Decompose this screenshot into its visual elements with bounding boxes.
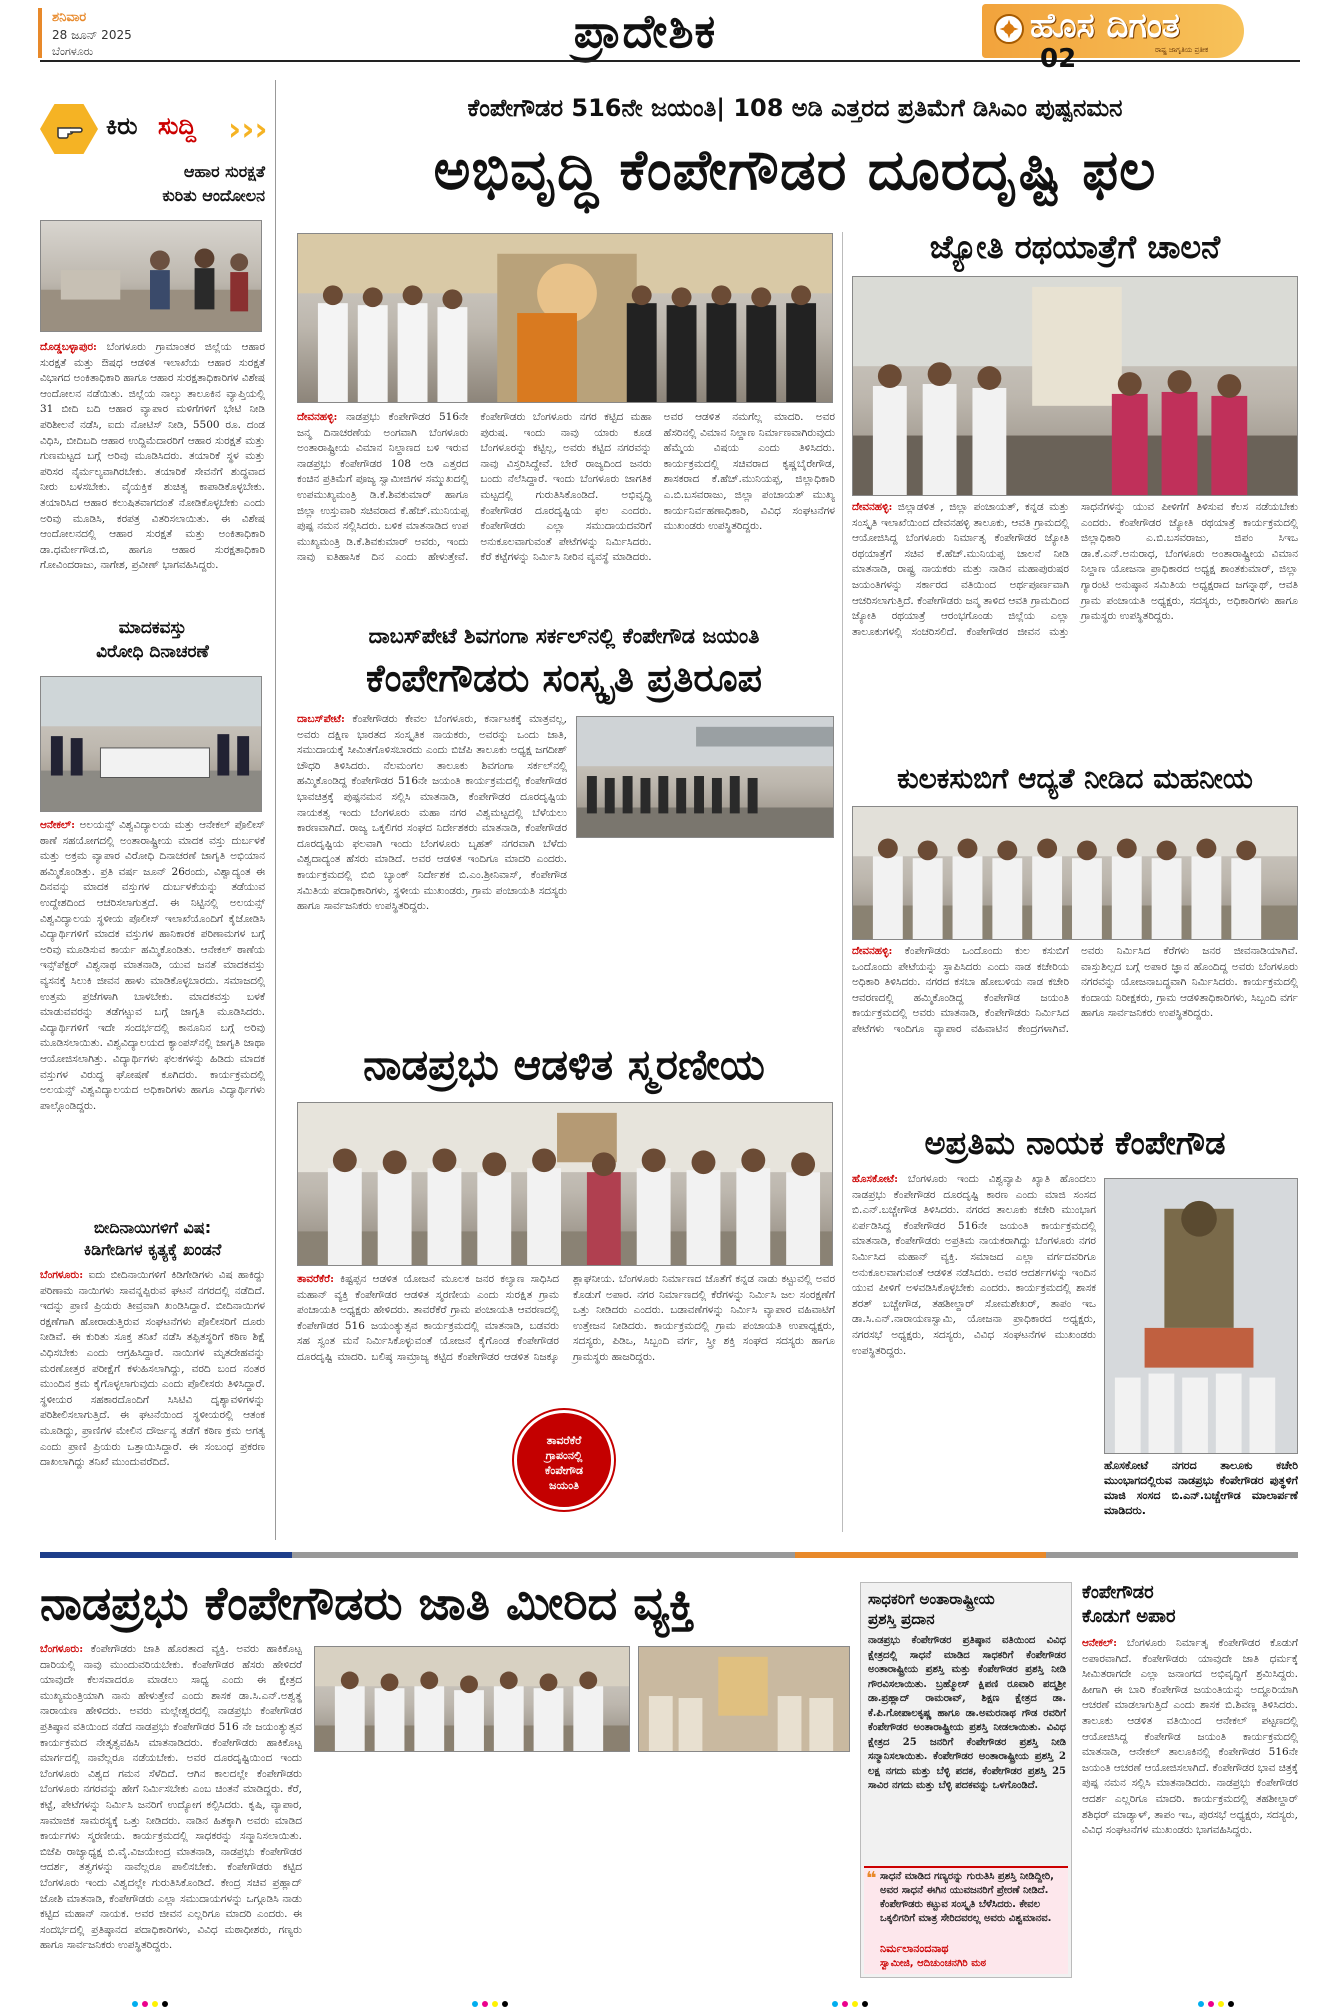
masthead-date: 28 ಜೂನ್ 2025	[52, 28, 132, 42]
apratima-headline: ಅಪ್ರತಿಮ ನಾಯಕ ಕೆಂಪೇಗೌಡ	[924, 1124, 1226, 1162]
dabaspet-text-left	[297, 712, 567, 1064]
adalita-photo	[297, 1102, 833, 1266]
adalita-badge-l3: ಕೆಂಪೇಗೌಡ	[545, 1464, 583, 1477]
kirusuddi-badge	[40, 102, 268, 154]
masthead-day: ಶನಿವಾರ	[52, 10, 87, 25]
registration-dots-mid	[470, 1992, 510, 2009]
brand-logo-icon	[994, 14, 1024, 44]
jyothi-dateline: ದೇವನಹಳ್ಳಿ:	[852, 501, 893, 513]
bottom-body-mid-wrap	[314, 1756, 850, 1972]
apratima-body-wrap	[852, 1172, 1096, 1532]
bottom-body-left-wrap	[40, 1642, 302, 1972]
story2-body-wrap	[40, 818, 265, 1216]
award-body: ನಾಡಪ್ರಭು ಕೆಂಪೇಗೌಡರ ಪ್ರತಿಷ್ಠಾನ ವತಿಯಿಂದ ವಿವಿಧ ಕ್ಷೇತ್ರದಲ್ಲಿ ಸಾಧನೆ ಮಾಡಿದ ಸಾಧಕರಿಗೆ ಕೆಂಪೇಗೌಡರ ಅಂತಾರಾಷ್ಟ್ರೀಯ ಪ್ರಶಸ್ತಿ ಮತ್ತು ಕೆಂಪೇಗೌಡರ ಪ್ರಶಸ್ತಿ ನೀಡಿ ಗೌರವಿಸಲಾಯಿತು. ಬ್ರಹ್ಮೋಸ್ ಕ್ಷಿಪಣಿ ರೂವಾರಿ ಪದ್ಮಶ್ರೀ ಡಾ.ಪ್ರಹ್ಲಾದ್ ರಾಮರಾವ್, ಶಿಕ್ಷಣ ಕ್ಷೇತ್ರದ ಡಾ. ಕೆ.ಪಿ.ಗೋಪಾಲಕೃಷ್ಣ ಹಾಗೂ ಡಾ.ಅಮರನಾಥ ಗೌಡ ರವರಿಗೆ ಕೆಂಪೇಗೌಡರ ಅಂತಾರಾಷ್ಟ್ರೀಯ ಪ್ರಶಸ್ತಿ ನೀಡಲಾಯಿತು. ವಿವಿಧ ಕ್ಷೇತ್ರದ 25 ಜನರಿಗೆ ಕೆಂಪೇಗೌಡರ ಪ್ರಶಸ್ತಿ ನೀಡಿ ಸನ್ಮಾನಿಸಲಾಯಿತು. ಕೆಂಪೇಗೌಡರ ಅಂತಾರಾಷ್ಟ್ರೀಯ ಪ್ರಶಸ್ತಿ 2 ಲಕ್ಷ ನಗದು ಮತ್ತು ಬೆಳ್ಳಿ ಪದಕ, ಕೆಂಪೇಗೌಡರ ಪ್ರಶಸ್ತಿ 25 ಸಾವಿರ ನಗದು ಮತ್ತು ಬೆಳ್ಳಿ ಪದಕವನ್ನು ಒಳಗೊಂಡಿದೆ.	[868, 1635, 1066, 1791]
story1-photo	[40, 220, 262, 332]
story1-body: ಬೆಂಗಳೂರು ಗ್ರಾಮಾಂತರ ಜಿಲ್ಲೆಯ ಆಹಾರ ಸುರಕ್ಷತೆ ಮತ್ತು ಔಷಧ ಆಡಳಿತ ಇಲಾಖೆಯ ಆಹಾರ ಸುರಕ್ಷತೆ ವಿಭಾಗದ ಅಂಕಿತಾಧಿಕಾರಿ ಹಾಗೂ ಆಹಾರ ಸುರಕ್ಷತಾಧಿಕಾರಿಗಳ ವಿಶೇಷ ಆಂದೋಲನ ನಡೆಯಿತು. ಜಿಲ್ಲೆಯ ನಾಲ್ಕು ತಾಲೂಕಿನ ವ್ಯಾಪ್ತಿಯಲ್ಲಿ 31 ಬೀದಿ ಬದಿ ಆಹಾರ ವ್ಯಾಪಾರ ಮಳಿಗೆಗಳಿಗೆ ಭೇಟಿ ನೀಡಿ ಪರಿಶೀಲನೆ ನಡೆಸಿ, ಐದು ನೋಟಿಸ್ ನೀಡಿ, 5500 ರೂ. ದಂಡ ವಿಧಿಸಿ, ಬೀದಿಬದಿ ಆಹಾರ ಉದ್ದಿಮೆದಾರರಿಗೆ ಆಹಾರ ಸುರಕ್ಷತೆ ಮತ್ತು ಗುಣಮಟ್ಟದ ಬಗ್ಗೆ ಅರಿವು ಮೂಡಿಸಿದರು. ತಯಾರಿಕೆ ಸ್ಥಳ ಮತ್ತು ಪರಿಸರ ನೈರ್ಮಲ್ಯವಾಗಿರಬೇಕು. ತಯಾರಿಕೆ ಸೇವನೆಗೆ ಶುದ್ಧವಾದ ನೀರು ಬಳಸಬೇಕು. ವೈಯಕ್ತಿಕ ಶುಚಿತ್ವ ಕಾಪಾಡಿಕೊಳ್ಳಬೇಕು. ತಯಾರಿಸಿದ ಆಹಾರ ಕಲುಷಿತವಾಗದಂತೆ ನೋಡಿಕೊಳ್ಳಬೇಕು ಎಂದು ಅರಿವು ಮೂಡಿಸಿ, ಕರಪತ್ರ ವಿತರಿಸಲಾಯಿತು. ಈ ವಿಶೇಷ ಆಂದೋಲನದಲ್ಲಿ ಆಹಾರ ಸುರಕ್ಷತೆ ಮತ್ತು ಅಂಕಿತಾಧಿಕಾರಿ ಡಾ.ಧರ್ಮೇಗೌಡ.ಬಿ, ಹಾಗೂ ಆಹಾರ ಸುರಕ್ಷತಾಧಿಕಾರಿ ಗೋವಿಂದರಾಜು, ನಾಗೇಶ, ಪ್ರವೀಣ್ ಭಾಗವಹಿಸಿದ್ದರು.	[40, 341, 265, 572]
kulakasubige-dateline: ದೇವನಹಳ್ಳಿ:	[852, 945, 893, 957]
story3-headline-l2: ಕಿಡಿಗೇಡಿಗಳ ಕೃತ್ಯಕ್ಕೆ ಖಂಡನೆ	[83, 1240, 222, 1259]
registration-dots-left	[130, 1992, 170, 2009]
story2-photo	[40, 676, 262, 812]
lead-body-wrap	[297, 410, 835, 620]
dabaspet-dateline: ದಾಬಸ್‌ಪೇಟೆ:	[297, 713, 345, 725]
divider-orange	[795, 1552, 1047, 1558]
apratima-caption: ಹೊಸಕೋಟೆ ನಗರದ ತಾಲೂಕು ಕಚೇರಿ ಮುಂಭಾಗದಲ್ಲಿರುವ ನಾಡಪ್ರಭು ಕೆಂಪೇಗೌಡರ ಪುತ್ಥಳಿಗೆ ಮಾಜಿ ಸಂಸದ ಬಿ.ಎನ್.ಬಚ್ಚೇಗೌಡ ಮಾಲಾರ್ಪಣೆ ಮಾಡಿದರು.	[1104, 1459, 1298, 1517]
registration-dots-right	[1196, 1992, 1236, 2009]
adalita-body: ಕಿಷ್ಟಪ್ಪನ ಆಡಳಿತ ಯೋಜನೆ ಮೂಲಕ ಜನರ ಕಲ್ಯಾಣ ಸಾಧಿಸಿದ ಮಹಾನ್ ವ್ಯಕ್ತಿ ಕೆಂಪೇಗೌಡರ ಆಡಳಿತ ಸ್ಮರಣೀಯ ಎಂದು ಸುರಕ್ಷಿತ ಗ್ರಾಮ ಪಂಚಾಯತಿ ಅಧ್ಯಕ್ಷರು ಹೇಳಿದರು. ತಾವರೆಕೆರೆ ಗ್ರಾಮ ಪಂಚಾಯತಿ ಆವರಣದಲ್ಲಿ ಕೆಂಪೇಗೌಡರ 516 ಜಯಂತ್ಯುತ್ಸವ ಕಾರ್ಯಕ್ರಮದಲ್ಲಿ ಮಾತನಾಡಿ, ಬಡವರು ಸಹ ಸ್ವಂತ ಮನೆ ನಿರ್ಮಿಸಿಕೊಳ್ಳುವಂತೆ ಯೋಜನೆ ಕೈಗೊಂಡ ಕೆಂಪೇಗೌಡರ ದೂರದೃಷ್ಟಿ ಮಾದರಿ. ಬಲಿಷ್ಠ ಸಾಮ್ರಾಜ್ಯ ಕಟ್ಟಿದ ಕೆಂಪೇಗೌಡರ ಆಡಳಿತ ನಿಜಕ್ಕೂ ಶ್ಲಾಘನೀಯ. ಬೆಂಗಳೂರು ನಿರ್ಮಾಣದ ಜೊತೆಗೆ ಕನ್ನಡ ನಾಡು ಕಟ್ಟುವಲ್ಲಿ ಅವರ ಕೊಡುಗೆ ಅಪಾರ. ನಗರ ನಿರ್ಮಾಣದಲ್ಲಿ ಕೆರೆಗಳನ್ನು ನಿರ್ಮಿಸಿ ಜಲ ಸಂರಕ್ಷಣೆಗೆ ಒತ್ತು ನೀಡಿದರು ಎಂದರು. ಬಡಾವಣೆಗಳನ್ನು ನಿರ್ಮಿಸಿ ವ್ಯಾಪಾರ ವಹಿವಾಟಿಗೆ ಉತ್ತೇಜನ ನೀಡಿದರು. ಕಾರ್ಯಕ್ರಮದಲ್ಲಿ ಗ್ರಾಮ ಪಂಚಾಯತಿ ಉಪಾಧ್ಯಕ್ಷರು, ಸದಸ್ಯರು, ಪಿಡಿಒ, ಸಿಬ್ಬಂದಿ ವರ್ಗ, ಸ್ತ್ರೀ ಶಕ್ತಿ ಸಂಘದ ಸದಸ್ಯರು ಹಾಗೂ ಗ್ರಾಮಸ್ಥರು ಹಾಜರಿದ್ದರು.	[297, 1273, 835, 1363]
quote-icon: ❝	[866, 1868, 877, 1889]
lead-column-rule	[842, 232, 843, 1532]
divider-blue	[40, 1552, 292, 1558]
story2-headline-l2: ವಿರೋಧಿ ದಿನಾಚರಣೆ	[96, 642, 209, 662]
award-headline-l2: ಪ್ರಶಸ್ತಿ ಪ್ರದಾನ	[868, 1610, 935, 1628]
kirusuddi-label-a: ಕಿರು	[106, 112, 138, 140]
adalita-badge-l1: ತಾವರೆಕೆರೆ	[546, 1434, 582, 1447]
story1-body-wrap	[40, 340, 265, 658]
section-title: ಪ್ರಾದೇಶಿಕ	[573, 4, 717, 58]
bottom-headline: ನಾಡಪ್ರಭು ಕೆಂಪೇಗೌಡರು ಜಾತಿ ಮೀರಿದ ವ್ಯಕ್ತಿ	[40, 1576, 695, 1630]
apratima-dateline: ಹೊಸಕೋಟೆ:	[852, 1173, 899, 1185]
kodugi-body-wrap	[1082, 1636, 1298, 1976]
dabaspet-photo	[576, 716, 834, 838]
story1-headline-l1: ಆಹಾರ ಸುರಕ್ಷತೆ	[183, 162, 265, 181]
dabaspet-body: ಕೆಂಪೇಗೌಡರು ಕೇವಲ ಬೆಂಗಳೂರು, ಕರ್ನಾಟಕಕ್ಕೆ ಮಾತ್ರವಲ್ಲ, ಅವರು ದಕ್ಷಿಣ ಭಾರತದ ಸಂಸ್ಕೃತಿಕ ನಾಯಕರು, ಅವರನ್ನು ಒಂದು ಜಾತಿ, ಸಮುದಾಯಕ್ಕೆ ಸೀಮಿತಗೊಳಿಸಬಾರದು ಎಂದು ಬಿಜೆಪಿ ತಾಲೂಕು ಅಧ್ಯಕ್ಷ ಜಗದೀಶ್ ಚೌಧರಿ ತಿಳಿಸಿದರು. ನೆಲಮಂಗಲ ತಾಲೂಕು ಶಿವಗಂಗಾ ಸರ್ಕಲ್‌ನಲ್ಲಿ ಹಮ್ಮಿಕೊಂಡಿದ್ದ ಕೆಂಪೇಗೌಡರ 516ನೇ ಜಯಂತಿ ಕಾರ್ಯಕ್ರಮದಲ್ಲಿ ಕೆಂಪೇಗೌಡರ ಭಾವಚಿತ್ರಕ್ಕೆ ಪುಷ್ಪನಮನ ಸಲ್ಲಿಸಿ ಮಾತನಾಡಿ, ಕೆಂಪೇಗೌಡರ ದೂರದೃಷ್ಟಿಯ ನಾಯಕತ್ವ ಇಂದು ಬೆಂಗಳೂರು ಮಹಾ ನಗರ ವಿಶ್ವಮಟ್ಟದಲ್ಲಿ ಬೆಳೆಯಲು ಕಾರಣವಾಗಿದೆ. ರಾಜ್ಯ ಒಕ್ಕಲಿಗರ ಸಂಘದ ನಿರ್ದೇಶಕರು ಮಾತನಾಡಿ, ಕೆಂಪೇಗೌಡರ ದೂರದೃಷ್ಟಿಯ ಫಲವಾಗಿ ಇಂದು ಬೆಂಗಳೂರು ಬೃಹತ್ ನಗರವಾಗಿ ಬೆಳೆದು ವಿಶ್ವದಾದ್ಯಂತ ಹೆಸರು ಮಾಡಿದೆ. ಅವರ ಆಡಳಿತ ಇಂದಿಗೂ ಮಾದರಿ ಎಂದರು. ಕಾರ್ಯಕ್ರಮದಲ್ಲಿ ಬಿಬಿ ಬ್ಯಾಂಕ್ ನಿರ್ದೇಶಕ ಬಿ.ಎಂ.ಶ್ರೀನಿವಾಸ್, ಕೆಂಪೇಗೌಡ ಸಮಿತಿಯ ಪದಾಧಿಕಾರಿಗಳು, ಸ್ಥಳೀಯ ಮುಖಂಡರು, ಗ್ರಾಮ ಪಂಚಾಯತಿ ಸದಸ್ಯರು ಹಾಗೂ ಸಾರ್ವಜನಿಕರು ಉಪಸ್ಥಿತರಿದ್ದರು.	[297, 713, 567, 913]
jyothi-photo	[852, 276, 1298, 496]
bottom-photo-1	[314, 1646, 630, 1752]
left-column-rule	[275, 80, 276, 1540]
paper-name: ಹೊಸ ದಿಗಂತ	[1030, 6, 1180, 46]
story1-dateline: ದೊಡ್ಡಬಳ್ಳಾಪುರ:	[40, 341, 97, 353]
divider-gray2	[1046, 1552, 1298, 1558]
lead-kicker: ಕೆಂಪೇಗೌಡರ 516ನೇ ಜಯಂತಿ| 108 ಅಡಿ ಎತ್ತರದ ಪ್ರತಿಮೆಗೆ ಡಿಸಿಎಂ ಪುಷ್ಪನಮನ	[467, 94, 1123, 122]
jyothi-headline: ಜ್ಯೋತಿ ರಥಯಾತ್ರೆಗೆ ಚಾಲನೆ	[929, 228, 1221, 266]
story2-headline-l1: ಮಾದಕವಸ್ತು	[118, 618, 187, 638]
story2-dateline: ಆನೇಕಲ್:	[40, 819, 76, 831]
registration-dots-mid2	[830, 1992, 870, 2009]
award-headline-l1: ಸಾಧಕರಿಗೆ ಅಂತಾರಾಷ್ಟ್ರೀಯ	[868, 1590, 995, 1608]
dabaspet-kicker: ದಾಬಸ್‌ಪೇಟೆ ಶಿವಗಂಗಾ ಸರ್ಕಲ್‌ನಲ್ಲಿ ಕೆಂಪೇಗೌಡ ಜಯಂತಿ	[368, 624, 760, 648]
award-quote-author-l1: ನಿರ್ಮಲಾನಂದನಾಥ	[880, 1942, 949, 1955]
masthead-rule	[40, 60, 1300, 62]
award-body-wrap	[868, 1634, 1066, 1860]
kulakasubige-body-wrap	[852, 944, 1298, 1120]
kodugi-headline-l2: ಕೊಡುಗೆ ಅಪಾರ	[1082, 1606, 1176, 1627]
award-quote-author-l2: ಸ್ವಾಮೀಜಿ, ಆದಿಚುಂಚನಗಿರಿ ಮಠ	[880, 1958, 986, 1969]
adalita-headline: ನಾಡಪ್ರಭು ಆಡಳಿತ ಸ್ಮರಣೀಯ	[363, 1040, 765, 1089]
adalita-badge-l2: ಗ್ರಾಪಂನಲ್ಲಿ	[545, 1449, 583, 1462]
lead-photo	[297, 233, 833, 403]
kulakasubige-body: ಕೆಂಪೇಗೌಡರು ಒಂದೊಂದು ಕುಲ ಕಸುಬಿಗೆ ಒಂದೊಂದು ಪೇಟೆಯನ್ನು ಸ್ಥಾಪಿಸಿದರು ಎಂದು ನಾಡ ಕಚೇರಿಯ ಅಧಿಕಾರಿ ತಿಳಿಸಿದರು. ನಗರದ ಕಸಬಾ ಹೋಬಳಿಯ ನಾಡ ಕಚೇರಿ ಆವರಣದಲ್ಲಿ ಹಮ್ಮಿಕೊಂಡಿದ್ದ ಕೆಂಪೇಗೌಡ ಜಯಂತಿ ಕಾರ್ಯಕ್ರಮದಲ್ಲಿ ಅವರು ಮಾತನಾಡಿ, ಕೆಂಪೇಗೌಡರು ನಿರ್ಮಿಸಿದ ಪೇಟೆಗಳು ಇಂದಿಗೂ ವ್ಯಾಪಾರ ವಹಿವಾಟಿನ ಕೇಂದ್ರಗಳಾಗಿವೆ. ಅವರು ನಿರ್ಮಿಸಿದ ಕೆರೆಗಳು ಜನರ ಜೀವನಾಡಿಯಾಗಿವೆ. ವಾಸ್ತುಶಿಲ್ಪದ ಬಗ್ಗೆ ಅಪಾರ ಜ್ಞಾನ ಹೊಂದಿದ್ದ ಅವರು ಬೆಂಗಳೂರು ನಗರವನ್ನು ಯೋಜನಾಬದ್ಧವಾಗಿ ನಿರ್ಮಿಸಿದರು. ಕಾರ್ಯಕ್ರಮದಲ್ಲಿ ಕಂದಾಯ ನಿರೀಕ್ಷಕರು, ಗ್ರಾಮ ಆಡಳಿತಾಧಿಕಾರಿಗಳು, ಸಿಬ್ಬಂದಿ ವರ್ಗ ಹಾಗೂ ಸಾರ್ವಜನಿಕರು ಉಪಸ್ಥಿತರಿದ್ದರು.	[852, 945, 1298, 1035]
kulakasubige-headline: ಕುಲಕಸುಬಿಗೆ ಆದ್ಯತೆ ನೀಡಿದ ಮಹನೀಯ	[897, 762, 1253, 795]
story3-body-wrap	[40, 1268, 265, 1538]
adalita-dateline: ತಾವರೆಕೆರೆ:	[297, 1273, 334, 1285]
kodugi-headline-l1: ಕೆಂಪೇಗೌಡರ	[1082, 1582, 1154, 1603]
jyothi-body: ಜಿಲ್ಲಾಡಳಿತ , ಜಿಲ್ಲಾ ಪಂಚಾಯತ್, ಕನ್ನಡ ಮತ್ತು ಸಂಸ್ಕೃತಿ ಇಲಾಖೆಯಿಂದ ದೇವನಹಳ್ಳಿ ತಾಲೂಕು, ಆವತಿ ಗ್ರಾಮದಲ್ಲಿ ಆಯೋಜಿಸಿದ್ದ ಬೆಂಗಳೂರು ನಿರ್ಮಾತೃ ಕೆಂಪೇಗೌಡರ ಜ್ಯೋತಿ ರಥಯಾತ್ರೆಗೆ ಸಚಿವ ಕೆ.ಹೆಚ್.ಮುನಿಯಪ್ಪ ಚಾಲನೆ ನೀಡಿ ಮಾತನಾಡಿ, ರಾಷ್ಟ್ರ ನಾಯಕರು ಮತ್ತು ನಾಡಿನ ಮಹಾಪುರುಷರ ಜಯಂತಿಗಳನ್ನು ಸರ್ಕಾರದ ವತಿಯಿಂದ ಅರ್ಥಪೂರ್ಣವಾಗಿ ಆಚರಿಸಲಾಗುತ್ತಿದೆ. ಕೆಂಪೇಗೌಡರು ಜನ್ಮ ತಾಳಿದ ಆವತಿ ಗ್ರಾಮದಿಂದ ಜ್ಯೋತಿ ರಥಯಾತ್ರೆ ಆರಂಭಗೊಂಡು ಜಿಲ್ಲೆಯ ಎಲ್ಲಾ ತಾಲೂಕುಗಳಲ್ಲಿ ಸಂಚರಿಸಲಿದೆ. ಕೆಂಪೇಗೌಡರ ಜೀವನ ಮತ್ತು ಸಾಧನೆಗಳನ್ನು ಯುವ ಪೀಳಿಗೆಗೆ ತಿಳಿಸುವ ಕೆಲಸ ನಡೆಯಬೇಕು ಎಂದರು. ಕೆಂಪೇಗೌಡರ ಜ್ಯೋತಿ ರಥಯಾತ್ರೆ ಕಾರ್ಯಕ್ರಮದಲ್ಲಿ ಜಿಲ್ಲಾಧಿಕಾರಿ ಎ.ಬಿ.ಬಸವರಾಜು, ಜಿಪಂ ಸಿಇಒ ಡಾ.ಕೆ.ಎನ್.ಅನುರಾಧ, ಬೆಂಗಳೂರು ಅಂತಾರಾಷ್ಟ್ರೀಯ ವಿಮಾನ ನಿಲ್ದಾಣ ಯೋಜನಾ ಪ್ರಾಧಿಕಾರದ ಅಧ್ಯಕ್ಷ ಶಾಂತಕುಮಾರ್, ಜಿಲ್ಲಾ ಗ್ಯಾರಂಟಿ ಅನುಷ್ಠಾನ ಸಮಿತಿಯ ಅಧ್ಯಕ್ಷರಾದ ಜಗನ್ನಾಥ್, ಆವತಿ ಗ್ರಾಮ ಪಂಚಾಯತಿ ಅಧ್ಯಕ್ಷರು, ಸದಸ್ಯರು, ಅಧಿಕಾರಿಗಳು ಹಾಗೂ ಗ್ರಾಮಸ್ಥರು ಉಪಸ್ಥಿತರಿದ್ದರು.	[852, 501, 1298, 638]
bottom-body: ಕೆಂಪೇಗೌಡರು ಜಾತಿ ಹೊರತಾದ ವ್ಯಕ್ತಿ. ಅವರು ಹಾಕಿಕೊಟ್ಟ ದಾರಿಯಲ್ಲಿ ನಾವು ಮುಂದುವರಿಯಬೇಕು. ಕೆಂಪೇಗೌಡರ ಹೆಸರು ಹೇಳಿದರೆ ಯಾವುದೇ ಕೆಲಸವಾದರೂ ಮಾಡಲು ಸಾಧ್ಯ ಎಂದು ಈ ಕ್ಷೇತ್ರದ ಮುಖ್ಯಮಂತ್ರಿಯಾಗಿ ನಾನು ಹೇಳುತ್ತೇನೆ ಎಂದು ಶಾಸಕ ಡಾ.ಸಿ.ಎನ್.ಅಶ್ವತ್ಥ ನಾರಾಯಣ ಹೇಳಿದರು. ಅವರು ಮಲ್ಲೇಶ್ವರದಲ್ಲಿ ನಾಡಪ್ರಭು ಕೆಂಪೇಗೌಡರ ಪ್ರತಿಷ್ಠಾನ ವತಿಯಿಂದ ನಡೆದ ನಾಡಪ್ರಭು ಕೆಂಪೇಗೌಡರ 516 ನೇ ಜಯಂತ್ಯುತ್ಸವ ಕಾರ್ಯಕ್ರಮದ ನೇತೃತ್ವವಹಿಸಿ ಮಾತನಾಡಿದರು. ಕೆಂಪೇಗೌಡರು ಹಾಕಿಕೊಟ್ಟ ಮಾರ್ಗದಲ್ಲಿ ನಾವೆಲ್ಲರೂ ನಡೆಯಬೇಕು. ಅವರ ದೂರದೃಷ್ಟಿಯಿಂದ ಇಂದು ಬೆಂಗಳೂರು ವಿಶ್ವದ ಗಮನ ಸೆಳೆದಿದೆ. ಆಗಿನ ಕಾಲದಲ್ಲೇ ಕೆಂಪೇಗೌಡರು ಬೆಂಗಳೂರು ನಗರವನ್ನು ಹೇಗೆ ನಿರ್ಮಿಸಬೇಕು ಎಂಬ ಚಿಂತನೆ ಮಾಡಿದ್ದರು. ಕೆರೆ, ಕಟ್ಟೆ, ಪೇಟೆಗಳನ್ನು ನಿರ್ಮಿಸಿ ಜನರಿಗೆ ಉದ್ಯೋಗ ಕಲ್ಪಿಸಿದರು. ಕೃಷಿ, ವ್ಯಾಪಾರ, ಸಾಮಾಜಿಕ ಸಾಮರಸ್ಯಕ್ಕೆ ಒತ್ತು ನೀಡಿದರು. ನಾಡಿನ ಹಿತಕ್ಕಾಗಿ ಅವರು ಮಾಡಿದ ಕಾರ್ಯಗಳು ಸ್ಮರಣೀಯ. ಕಾರ್ಯಕ್ರಮದಲ್ಲಿ ಸಾಧಕರನ್ನು ಸನ್ಮಾನಿಸಲಾಯಿತು. ಬಿಜೆಪಿ ರಾಜ್ಯಾಧ್ಯಕ್ಷ ಬಿ.ವೈ.ವಿಜಯೇಂದ್ರ ಮಾತನಾಡಿ, ನಾಡಪ್ರಭು ಕೆಂಪೇಗೌಡರ ಆದರ್ಶ, ತತ್ವಗಳನ್ನು ನಾವೆಲ್ಲರೂ ಪಾಲಿಸಬೇಕು. ಕೆಂಪೇಗೌಡರು ಕಟ್ಟಿದ ಬೆಂಗಳೂರು ಇಂದು ವಿಶ್ವದಲ್ಲೇ ಗುರುತಿಸಿಕೊಂಡಿದೆ. ಕೇಂದ್ರ ಸಚಿವ ಪ್ರಹ್ಲಾದ್ ಜೋಶಿ ಮಾತನಾಡಿ, ಕೆಂಪೇಗೌಡರು ಎಲ್ಲಾ ಸಮುದಾಯಗಳನ್ನು ಒಗ್ಗೂಡಿಸಿ ನಾಡು ಕಟ್ಟಿದ ಮಹಾನ್ ನಾಯಕ. ಅವರ ಜೀವನ ಎಲ್ಲರಿಗೂ ಮಾದರಿ ಎಂದರು. ಈ ಸಂದರ್ಭದಲ್ಲಿ ಪ್ರತಿಷ್ಠಾನದ ಪದಾಧಿಕಾರಿಗಳು, ವಿವಿಧ ಮಠಾಧೀಶರು, ಗಣ್ಯರು ಹಾಗೂ ಸಾರ್ವಜನಿಕರು ಉಪಸ್ಥಿತರಿದ್ದರು.	[40, 1643, 302, 1952]
story3-headline-l1: ಬೀದಿನಾಯಿಗಳಿಗೆ ವಿಷ:	[93, 1218, 212, 1237]
kirusuddi-chevrons: ›››	[228, 110, 268, 148]
kodugi-body: ಬೆಂಗಳೂರು ನಿರ್ಮಾತೃ ಕೆಂಪೇಗೌಡರ ಕೊಡುಗೆ ಅಪಾರವಾಗಿದೆ. ಕೆಂಪೇಗೌಡರು ಯಾವುದೇ ಜಾತಿ ಧರ್ಮಕ್ಕೆ ಸೀಮಿತರಾಗದೇ ಎಲ್ಲಾ ಜನಾಂಗದ ಅಭಿವೃದ್ಧಿಗೆ ಶ್ರಮಿಸಿದ್ದರು. ಹೀಗಾಗಿ ಈ ಬಾರಿ ಕೆಂಪೇಗೌಡ ಜಯಂತಿಯನ್ನು ಅದ್ದೂರಿಯಾಗಿ ಆಚರಣೆ ಮಾಡಲಾಗುತ್ತಿದೆ ಎಂದು ಶಾಸಕ ಬಿ.ಶಿವಣ್ಣ ತಿಳಿಸಿದರು. ತಾಲೂಕು ಆಡಳಿತ ವತಿಯಿಂದ ಆನೇಕಲ್ ಪಟ್ಟಣದಲ್ಲಿ ಆಯೋಜಿಸಿದ್ದ ಕೆಂಪೇಗೌಡ ಜಯಂತಿ ಕಾರ್ಯಕ್ರಮದಲ್ಲಿ ಮಾತನಾಡಿ, ಆನೇಕಲ್ ತಾಲೂಕಿನಲ್ಲಿ ಕೆಂಪೇಗೌಡರ 516ನೇ ಜಯಂತಿ ಆಚರಣೆ ಆಯೋಜಿಸಲಾಗಿದೆ. ಕೆಂಪೇಗೌಡರ ಭಾವ ಚಿತ್ರಕ್ಕೆ ಪುಷ್ಪ ನಮನ ಸಲ್ಲಿಸಿ ಮಾತನಾಡಿದರು. ನಾಡಪ್ರಭು ಕೆಂಪೇಗೌಡರ ಆದರ್ಶ ಎಲ್ಲರಿಗೂ ಮಾದರಿ. ಕಾರ್ಯಕ್ರಮದಲ್ಲಿ ತಹಶೀಲ್ದಾರ್ ಶಶಿಧರ್ ಮಾಡ್ಯಾಳ್, ತಾಪಂ ಇಒ, ಪುರಸಭೆ ಅಧ್ಯಕ್ಷರು, ಸದಸ್ಯರು, ವಿವಿಧ ಸಂಘಟನೆಗಳ ಮುಖಂಡರು ಭಾಗವಹಿಸಿದ್ದರು.	[1082, 1637, 1298, 1837]
award-quote-wrap	[880, 1870, 1066, 1940]
apratima-photo	[1104, 1178, 1298, 1454]
pointing-hand-icon	[54, 114, 84, 144]
kulakasubige-photo	[852, 806, 1298, 940]
lead-headline: ಅಭಿವೃದ್ಧಿ ಕೆಂಪೇಗೌಡರ ದೂರದೃಷ್ಟಿ ಫಲ	[433, 138, 1157, 203]
kodugi-dateline: ಆನೇಕಲ್:	[1082, 1637, 1118, 1649]
award-quote: ಸಾಧನೆ ಮಾಡಿದ ಗಣ್ಯರನ್ನು ಗುರುತಿಸಿ ಪ್ರಶಸ್ತಿ ನೀಡಿದ್ದೀರಿ, ಅವರ ಸಾಧನೆ ಈಗಿನ ಯುವಜನರಿಗೆ ಪ್ರೇರಣೆ ನೀಡಿದೆ. ಕೆಂಪೇಗೌಡರು ಕಟ್ಟುವ ಸಂಸ್ಕೃತಿ ಬೆಳೆಸಿದರು. ಕೇವಲ ಒಕ್ಕಲಿಗರಿಗೆ ಮಾತ್ರ ಸೇರಿದವರಲ್ಲ ಅವರು ವಿಶ್ವಮಾನವ.	[880, 1871, 1054, 1924]
story3-body: ಐದು ಬೀದಿನಾಯಿಗಳಿಗೆ ಕಿಡಿಗೇಡಿಗಳು ವಿಷ ಹಾಕಿದ್ದು ಪರಿಣಾಮ ನಾಯಿಗಳು ಸಾವನ್ನಪ್ಪಿರುವ ಘಟನೆ ನಗರದಲ್ಲಿ ನಡೆದಿದೆ. ಇದನ್ನು ಪ್ರಾಣಿ ಪ್ರಿಯರು ತೀವ್ರವಾಗಿ ಖಂಡಿಸಿದ್ದಾರೆ. ಬೀದಿನಾಯಿಗಳ ರಕ್ಷಣೆಗಾಗಿ ಹೋರಾಡುತ್ತಿರುವ ಸಂಘಟನೆಗಳು ಪೊಲೀಸರಿಗೆ ದೂರು ನೀಡಿವೆ. ಈ ಕುರಿತು ಸೂಕ್ತ ತನಿಖೆ ನಡೆಸಿ ತಪ್ಪಿತಸ್ಥರಿಗೆ ಕಠಿಣ ಶಿಕ್ಷೆ ವಿಧಿಸಬೇಕು ಎಂದು ಆಗ್ರಹಿಸಿದ್ದಾರೆ. ನಾಯಿಗಳ ಮೃತದೇಹವನ್ನು ಮರಣೋತ್ತರ ಪರೀಕ್ಷೆಗೆ ಕಳುಹಿಸಲಾಗಿದ್ದು, ವರದಿ ಬಂದ ನಂತರ ಮುಂದಿನ ಕ್ರಮ ಕೈಗೊಳ್ಳಲಾಗುವುದು ಎಂದು ಪೊಲೀಸರು ತಿಳಿಸಿದ್ದಾರೆ. ಸ್ಥಳೀಯರ ಸಹಕಾರದೊಂದಿಗೆ ಸಿಸಿಟಿವಿ ದೃಶ್ಯಾವಳಿಗಳನ್ನು ಪರಿಶೀಲಿಸಲಾಗುತ್ತಿದೆ. ಈ ಘಟನೆಯಿಂದ ಸ್ಥಳೀಯರಲ್ಲಿ ಆತಂಕ ಮೂಡಿದ್ದು, ಪ್ರಾಣಿಗಳ ಮೇಲಿನ ದೌರ್ಜನ್ಯ ತಡೆಗೆ ಕಠಿಣ ಕ್ರಮ ಅಗತ್ಯ ಎಂದು ಪ್ರಾಣಿ ಪ್ರಿಯರು ಒತ್ತಾಯಿಸಿದ್ದಾರೆ. ಈ ಸಂಬಂಧ ಪ್ರಕರಣ ದಾಖಲಾಗಿದ್ದು ತನಿಖೆ ಮುಂದುವರೆದಿದೆ.	[40, 1269, 265, 1469]
masthead-city: ಬೆಂಗಳೂರು	[52, 45, 94, 58]
lead-dateline: ದೇವನಹಳ್ಳಿ:	[297, 411, 338, 423]
apratima-body: ಬೆಂಗಳೂರು ಇಂದು ವಿಶ್ವವ್ಯಾಪಿ ಖ್ಯಾತಿ ಹೊಂದಲು ನಾಡಪ್ರಭು ಕೆಂಪೇಗೌಡರ ದೂರದೃಷ್ಟಿ ಕಾರಣ ಎಂದು ಮಾಜಿ ಸಂಸದ ಬಿ.ಎನ್.ಬಚ್ಚೇಗೌಡ ತಿಳಿಸಿದರು. ನಗರದ ತಾಲೂಕು ಕಚೇರಿ ಮುಂಭಾಗ ಏರ್ಪಡಿಸಿದ್ದ ಕೆಂಪೇಗೌಡರ 516ನೇ ಜಯಂತಿ ಕಾರ್ಯಕ್ರಮದಲ್ಲಿ ಮಾತನಾಡಿ, ಕೆಂಪೇಗೌಡರು ಅಪ್ರತಿಮ ನಾಯಕರಾಗಿದ್ದು ಬೆಂಗಳೂರು ನಗರ ನಿರ್ಮಿಸಿದ ಮಹಾನ್ ವ್ಯಕ್ತಿ. ಸಮಾಜದ ಎಲ್ಲಾ ವರ್ಗದವರಿಗೂ ಅನುಕೂಲವಾಗುವಂತೆ ಆಡಳಿತ ನಡೆಸಿದರು. ಅವರ ಆದರ್ಶಗಳನ್ನು ಇಂದಿನ ಯುವ ಪೀಳಿಗೆ ಅಳವಡಿಸಿಕೊಳ್ಳಬೇಕು ಎಂದರು. ಕಾರ್ಯಕ್ರಮದಲ್ಲಿ ಶಾಸಕ ಶರತ್ ಬಚ್ಚೇಗೌಡ, ತಹಶೀಲ್ದಾರ್ ಸೋಮಶೇಖರ್, ತಾಪಂ ಇಒ ಡಾ.ಸಿ.ಎನ್.ನಾರಾಯಣಸ್ವಾಮಿ, ಯೋಜನಾ ಪ್ರಾಧಿಕಾರದ ಅಧ್ಯಕ್ಷರು, ನಗರಸಭೆ ಅಧ್ಯಕ್ಷರು, ಸದಸ್ಯರು, ವಿವಿಧ ಸಂಘಟನೆಗಳ ಮುಖಂಡರು ಉಪಸ್ಥಿತರಿದ್ದರು.	[852, 1173, 1096, 1357]
kirusuddi-label-b: ಸುದ್ದಿ	[158, 112, 197, 140]
masthead	[0, 0, 1338, 74]
adalita-badge-l4: ಜಯಂತಿ	[549, 1479, 579, 1492]
dabaspet-headline: ಕೆಂಪೇಗೌಡರು ಸಂಸ್ಕೃತಿ ಪ್ರತಿರೂಪ	[365, 656, 763, 700]
story3-dateline: ಬೆಂಗಳೂರು:	[40, 1269, 84, 1281]
masthead-orange-tick	[38, 8, 42, 58]
bottom-photo-2	[638, 1646, 850, 1752]
divider-gray	[292, 1552, 795, 1558]
bottom-divider	[40, 1552, 1298, 1558]
story2-body: ಅಲಯನ್ಸ್ ವಿಶ್ವವಿದ್ಯಾಲಯ ಮತ್ತು ಆನೇಕಲ್ ಪೊಲೀಸ್ ಠಾಣೆ ಸಹಯೋಗದಲ್ಲಿ ಅಂತಾರಾಷ್ಟ್ರೀಯ ಮಾದಕ ವಸ್ತು ದುರ್ಬಳಕೆ ಮತ್ತು ಅಕ್ರಮ ವ್ಯಾಪಾರ ವಿರೋಧಿ ದಿನಾಚರಣೆ ಜಾಗೃತಿ ಅಭಿಯಾನ ಹಮ್ಮಿಕೊಂಡಿತ್ತು. ಪ್ರತಿ ವರ್ಷ ಜೂನ್ 26ರಂದು, ವಿಶ್ವಾದ್ಯಂತ ಈ ದಿನವನ್ನು ಮಾದಕ ವಸ್ತುಗಳ ದುರ್ಬಳಕೆಯನ್ನು ತಡೆಯುವ ಉದ್ದೇಶದಿಂದ ಆಚರಿಸಲಾಗುತ್ತದೆ. ಈ ನಿಟ್ಟಿನಲ್ಲಿ ಅಲಯನ್ಸ್ ವಿಶ್ವವಿದ್ಯಾಲಯ ಸ್ಥಳೀಯ ಪೊಲೀಸ್ ಇಲಾಖೆಯೊಂದಿಗೆ ಕೈಜೋಡಿಸಿ ವಿದ್ಯಾರ್ಥಿಗಳಿಗೆ ಮಾದಕ ವಸ್ತುಗಳ ಹಾನಿಕಾರಕ ಪರಿಣಾಮಗಳ ಬಗ್ಗೆ ಅರಿವು ಮೂಡಿಸುವ ಕಾರ್ಯ ಹಮ್ಮಿಕೊಂಡಿತು. ಆನೇಕಲ್ ಠಾಣೆಯ ಇನ್ಸ್‌ಪೆಕ್ಟರ್ ವಿಶ್ವನಾಥ ಮಾತನಾಡಿ, ಯುವ ಜನತೆ ಮಾದಕವಸ್ತು ವ್ಯಸನಕ್ಕೆ ಸಿಲುಕಿ ಜೀವನ ಹಾಳು ಮಾಡಿಕೊಳ್ಳಬಾರದು. ಸಮಾಜದಲ್ಲಿ ಉತ್ತಮ ಪ್ರಜೆಗಳಾಗಿ ಬಾಳಬೇಕು. ಮಾದಕವಸ್ತು ಬಳಕೆ ಮಾಡುವವರನ್ನು ತಡೆಗಟ್ಟುವ ಬಗ್ಗೆ ಜಾಗೃತಿ ಮೂಡಿಸಿದರು. ವಿದ್ಯಾರ್ಥಿಗಳಿಗೆ ಇದೇ ಸಂದರ್ಭದಲ್ಲಿ ಕಾನೂನಿನ ಬಗ್ಗೆ ಅರಿವು ಮೂಡಿಸಲಾಯಿತು. ವಿಶ್ವವಿದ್ಯಾಲಯದ ಕ್ಯಾಂಪಸ್‌ನಲ್ಲಿ ಜಾಗೃತಿ ಜಾಥಾ ಆಯೋಜಿಸಲಾಗಿತ್ತು. ವಿದ್ಯಾರ್ಥಿಗಳು ಫಲಕಗಳನ್ನು ಹಿಡಿದು ಮಾದಕ ವಸ್ತುಗಳ ವಿರುದ್ಧ ಘೋಷಣೆ ಕೂಗಿದರು. ಕಾರ್ಯಕ್ರಮದಲ್ಲಿ ಅಲಯನ್ಸ್ ವಿಶ್ವವಿದ್ಯಾಲಯದ ಅಧಿಕಾರಿಗಳು ಹಾಗೂ ವಿದ್ಯಾರ್ಥಿಗಳು ಪಾಲ್ಗೊಂಡಿದ್ದರು.	[40, 819, 265, 1112]
adalita-badge	[514, 1410, 614, 1510]
lead-body: ನಾಡಪ್ರಭು ಕೆಂಪೇಗೌಡರ 516ನೇ ಜನ್ಮ ದಿನಾಚರಣೆಯ ಅಂಗವಾಗಿ ಬೆಂಗಳೂರು ಅಂತಾರಾಷ್ಟ್ರೀಯ ವಿಮಾನ ನಿಲ್ದಾಣದ ಬಳಿ ಇರುವ ನಾಡಪ್ರಭು ಕೆಂಪೇಗೌಡರ 108 ಅಡಿ ಎತ್ತರದ ಕಂಚಿನ ಪ್ರತಿಮೆಗೆ ಪೂಜ್ಯ ಸ್ವಾಮೀಜಿಗಳ ಸಮ್ಮುಖದಲ್ಲಿ ಉಪಮುಖ್ಯಮಂತ್ರಿ ಡಿ.ಕೆ.ಶಿವಕುಮಾರ್ ಹಾಗೂ ಜಿಲ್ಲಾ ಉಸ್ತುವಾರಿ ಸಚಿವರಾದ ಕೆ.ಹೆಚ್.ಮುನಿಯಪ್ಪ ಪುಷ್ಪ ನಮನ ಸಲ್ಲಿಸಿದರು. ಬಳಿಕ ಮಾತನಾಡಿದ ಉಪ ಮುಖ್ಯಮಂತ್ರಿ ಡಿ.ಕೆ.ಶಿವಕುಮಾರ್ ಅವರು, ಇಂದು ನಾವು ಐತಿಹಾಸಿಕ ದಿನ ಎಂದು ಹೇಳುತ್ತೇವೆ. ಕೆಂಪೇಗೌಡರು ಬೆಂಗಳೂರು ನಗರ ಕಟ್ಟಿದ ಮಹಾ ಪುರುಷ. ಇಂದು ನಾವು ಯಾರು ಕೂಡ ಬೆಂಗಳೂರನ್ನು ಕಟ್ಟಿಲ್ಲ, ಅವರು ಕಟ್ಟಿದ ನಗರವನ್ನು ನಾವು ವಿಸ್ತರಿಸಿದ್ದೇವೆ. ಬೇರೆ ರಾಜ್ಯದಿಂದ ಜನರು ಬಂದು ನೆಲೆಸಿದ್ದಾರೆ. ಇಂದು ಬೆಂಗಳೂರು ಜಾಗತಿಕ ಮಟ್ಟದಲ್ಲಿ ಗುರುತಿಸಿಕೊಂಡಿದೆ. ಅಭಿವೃದ್ಧಿ ಕೆಂಪೇಗೌಡರ ದೂರದೃಷ್ಟಿಯ ಫಲ ಎಂದರು. ಕೆಂಪೇಗೌಡರು ಎಲ್ಲಾ ಸಮುದಾಯದವರಿಗೆ ಅನುಕೂಲವಾಗುವಂತೆ ಪೇಟೆಗಳನ್ನು ನಿರ್ಮಿಸಿದರು. ಕೆರೆ ಕಟ್ಟೆಗಳನ್ನು ನಿರ್ಮಿಸಿ ನೀರಿನ ವ್ಯವಸ್ಥೆ ಮಾಡಿದರು. ಅವರ ಆಡಳಿತ ನಮಗೆಲ್ಲ ಮಾದರಿ. ಅವರ ಹೆಸರಿನಲ್ಲಿ ವಿಮಾನ ನಿಲ್ದಾಣ ನಿರ್ಮಾಣವಾಗಿರುವುದು ಹೆಮ್ಮೆಯ ವಿಷಯ ಎಂದು ತಿಳಿಸಿದರು. ಕಾರ್ಯಕ್ರಮದಲ್ಲಿ ಸಚಿವರಾದ ಕೃಷ್ಣಬೈರೇಗೌಡ, ಶಾಸಕರಾದ ಕೆ.ಹೆಚ್.ಮುನಿಯಪ್ಪ, ಜಿಲ್ಲಾಧಿಕಾರಿ ಎ.ಬಿ.ಬಸವರಾಜು, ಜಿಲ್ಲಾ ಪಂಚಾಯತ್ ಮುಖ್ಯ ಕಾರ್ಯನಿರ್ವಹಣಾಧಿಕಾರಿ, ವಿವಿಧ ಸಂಘಟನೆಗಳ ಮುಖಂಡರು ಉಪಸ್ಥಿತರಿದ್ದರು.	[297, 411, 835, 564]
jyothi-body-wrap	[852, 500, 1298, 758]
page-number: 02	[1040, 44, 1077, 74]
paper-tagline: ರಾಷ್ಟ್ರ ಜಾಗೃತಿಯ ಪ್ರತೀಕ	[1155, 46, 1209, 54]
bottom-dateline: ಬೆಂಗಳೂರು:	[40, 1643, 84, 1655]
story1-headline-l2: ಕುರಿತು ಆಂದೋಲನ	[162, 186, 265, 205]
